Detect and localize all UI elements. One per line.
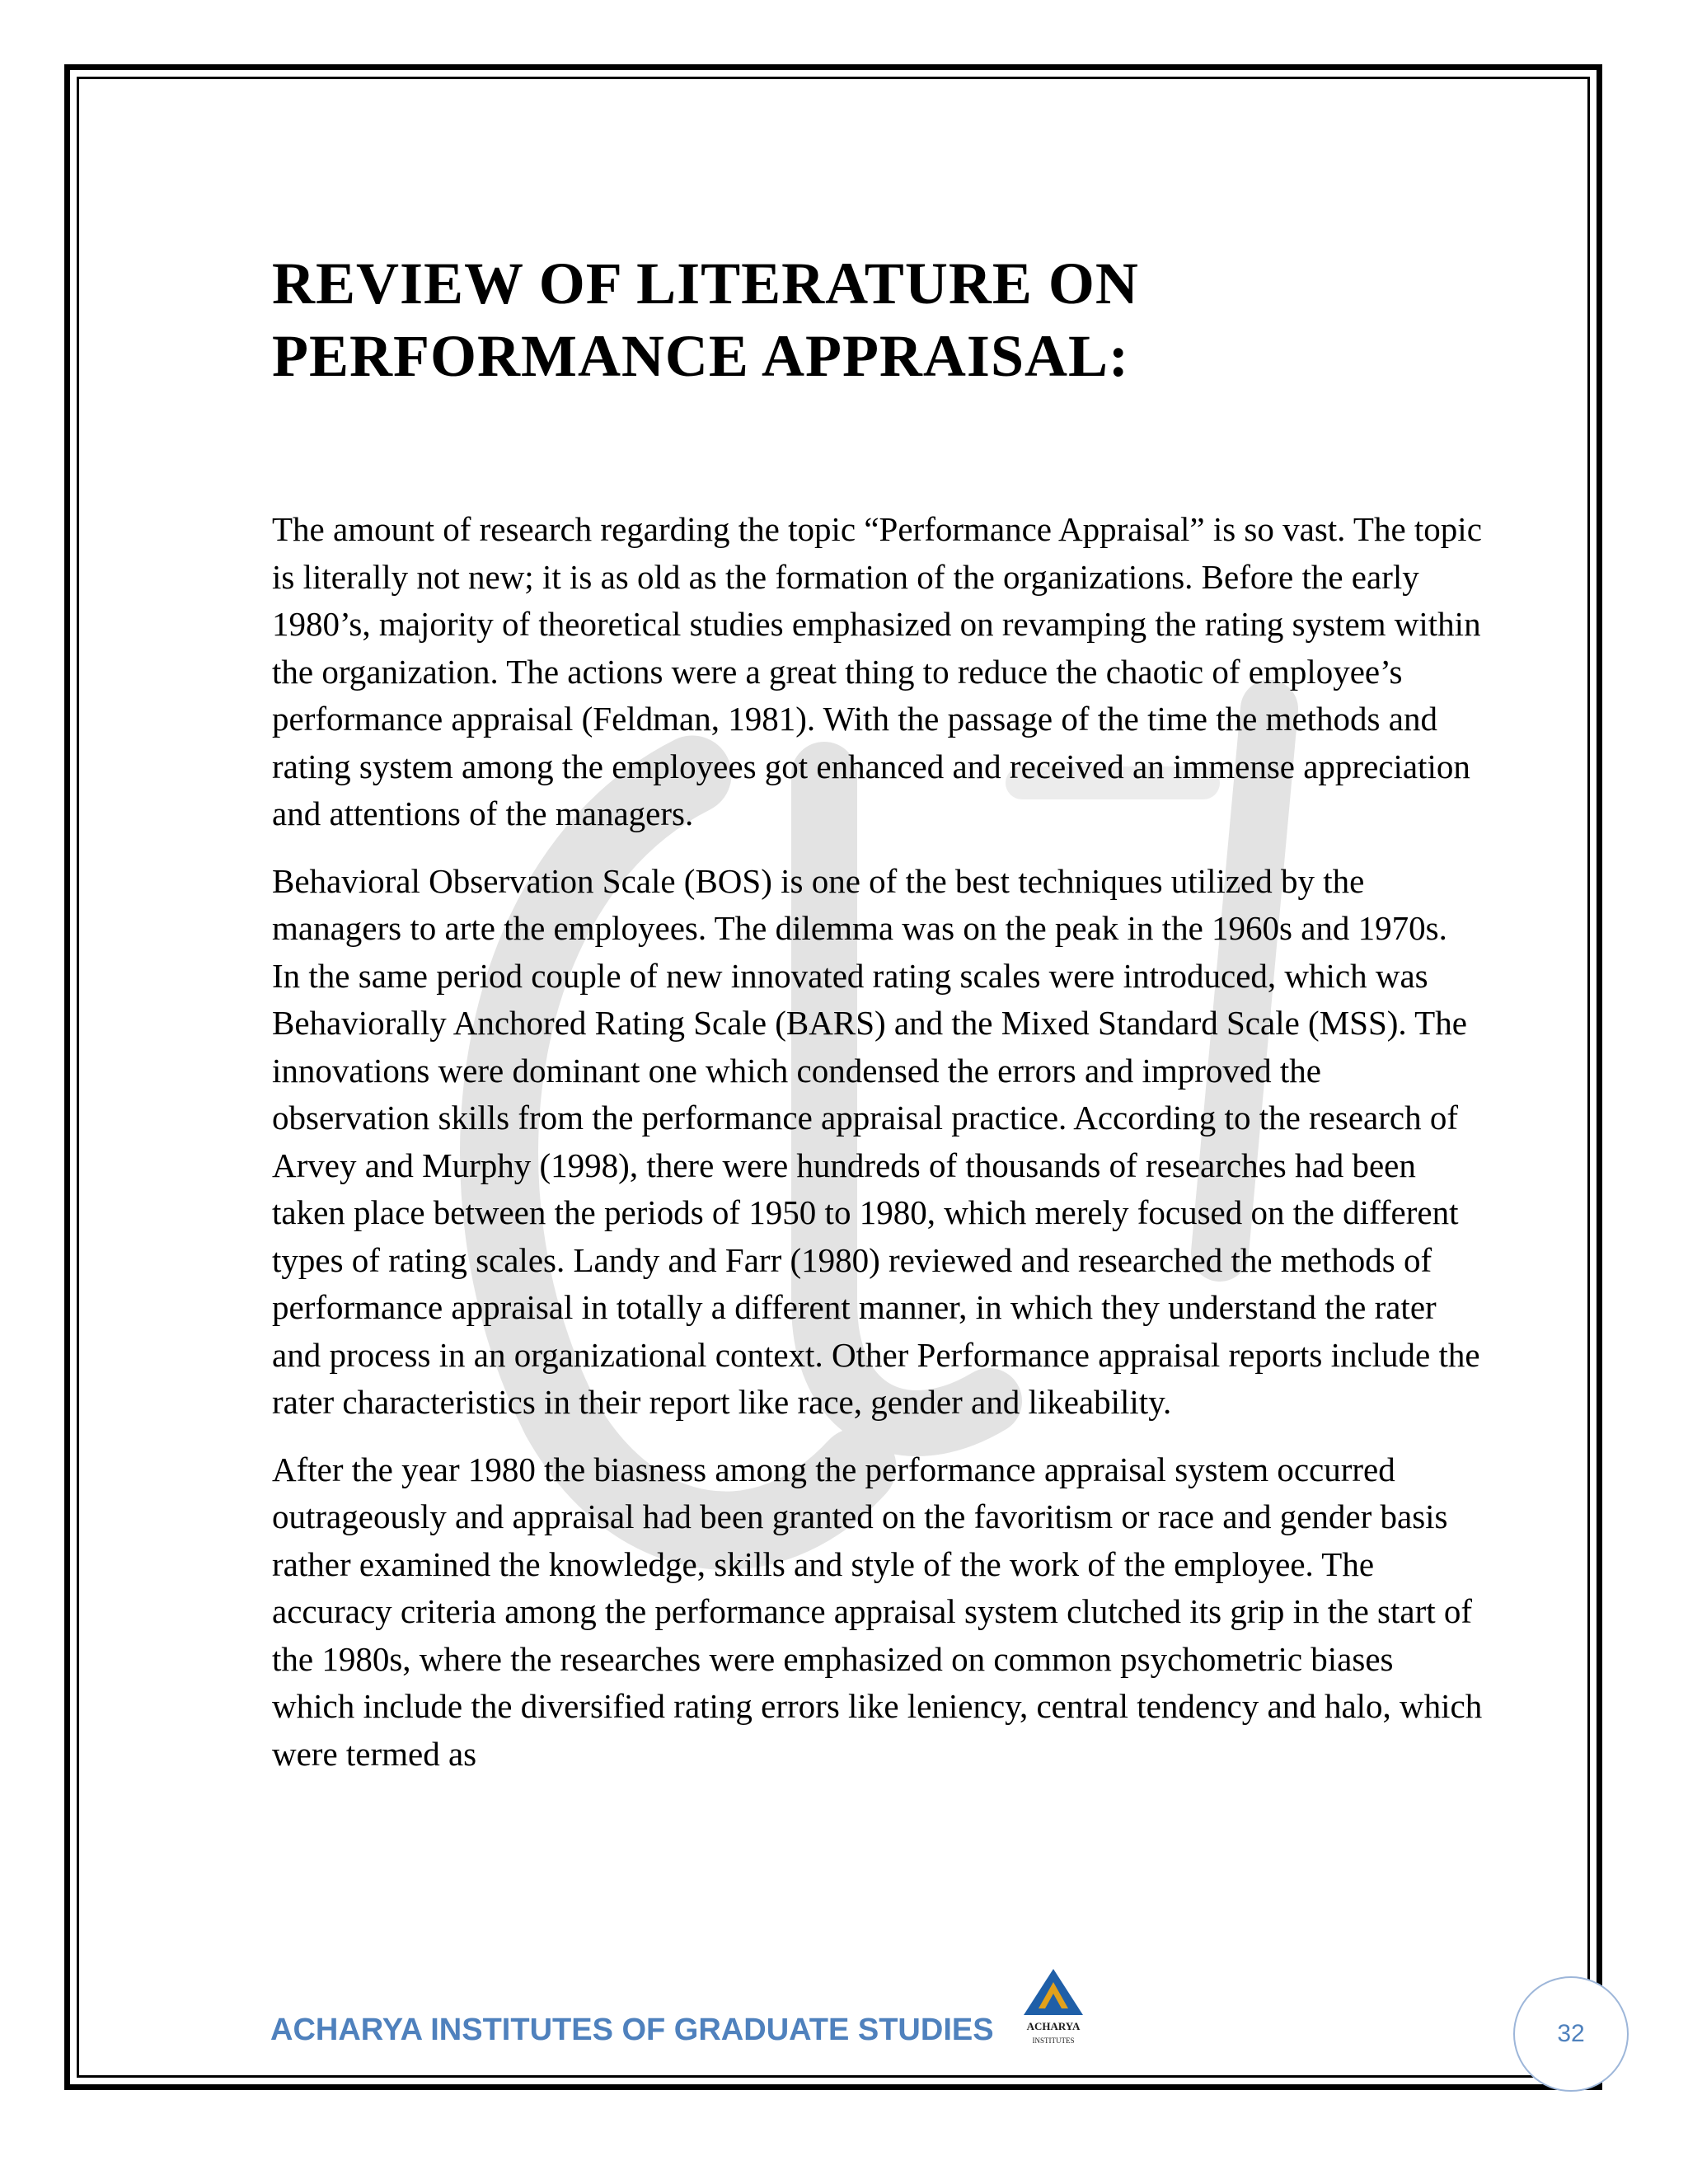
paragraph-3: After the year 1980 the biasness among the performance appraisal system occurred outrageously and appraisal had been granted on the favoritism or race and gender basis rather examined the knowledge, skills and style of the work of the employee. The accuracy criteria among the performance appraisal system clutched its grip in the start of the 1980s, where the researches were emphasized on common psychometric biases which include the diversified rating errors like leniency, central tendency and halo, which were termed as [272, 1450, 1483, 1773]
paragraph-2: Behavioral Observation Scale (BOS) is one of the best techniques utilized by the managers to arte the employees. The dilemma was on the peak in the 1960s and 1970s. In the same period couple of new innovated rating scales were introduced, which was Behaviorally Anchored Rating Scale (BARS) and the Mixed Standard Scale (MSS). The innovations were dominant one which condensed the errors and improved the observation skills from the performance appraisal practice. According to the research of Arvey and Murphy (1998), there were hundreds of thousands of researches had been taken place between the periods of 1950 to 1980, which merely focused on the different types of rating scales. Landy and Farr (1980) reviewed and researched the methods of performance appraisal in totally a different manner, in which they understand the rater and process in an organizational context. Other Performance appraisal reports include the rater characteristics in their report like race, gender and likeability. [272, 861, 1480, 1421]
body-text [272, 506, 1484, 1778]
logo-text-bottom: INSTITUTES [1032, 2036, 1075, 2045]
footer-institute-name: ACHARYA INSTITUTES OF GRADUATE STUDIES [270, 2013, 994, 2047]
acharya-logo-icon [1007, 1966, 1100, 2056]
page-number-badge [1513, 1976, 1629, 2092]
page-title: REVIEW OF LITERATURE ON PERFORMANCE APPRAISAL: [272, 251, 1139, 389]
page-number: 32 [1557, 2020, 1585, 2047]
logo-text-top: ACHARYA [1026, 2020, 1081, 2032]
page-content [272, 247, 1484, 1797]
paragraph-1: The amount of research regarding the topic “Performance Appraisal” is so vast. The topic is literally not new; it is as old as the formation of the organizations. Before the early 1980’s, majority of theoretical studies emphasized on revamping the rating system within the organization. The actions were a great thing to reduce the chaotic of employee’s performance appraisal (Feldman, 1981). With the passage of the time the methods and rating system among the employees got enhanced and received an immense appreciation and attentions of the managers. [272, 510, 1482, 832]
